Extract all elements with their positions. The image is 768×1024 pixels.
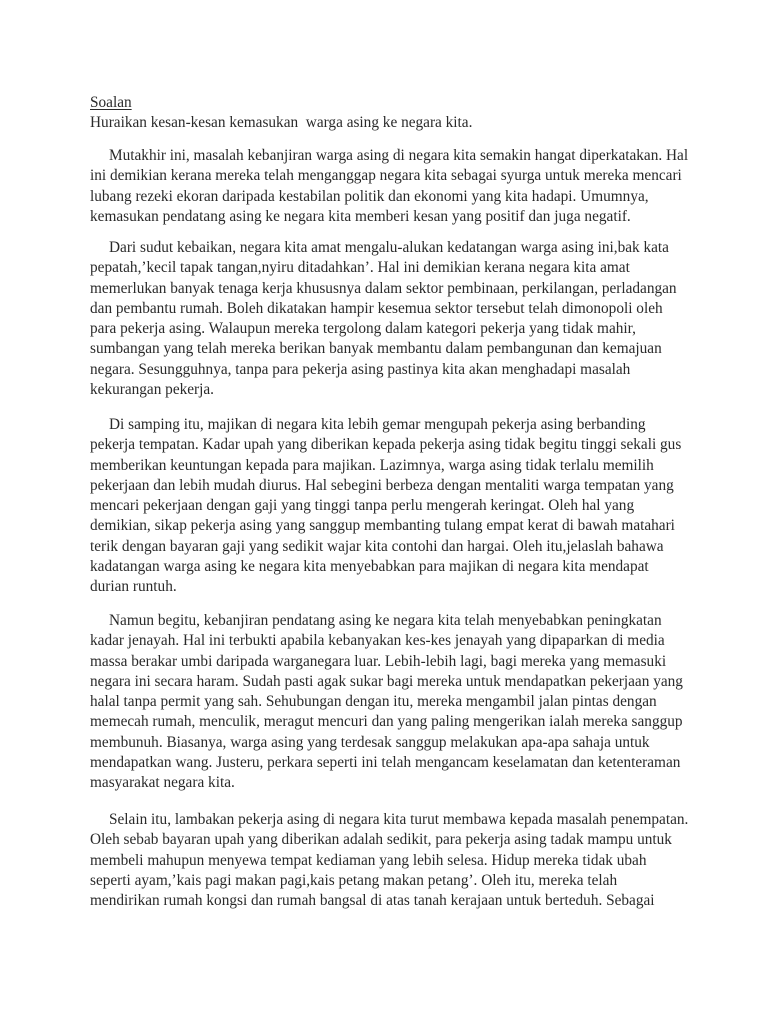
paragraph-line: durian runtuh. [90, 578, 177, 596]
paragraph-line: kemasukan pendatang asing ke negara kita memberi kesan yang positif dan juga negatif. [90, 207, 631, 225]
question-heading: Soalan [90, 94, 132, 111]
paragraph-line: lubang rezeki ekoran daripada kestabilan politik dan ekonomi yang kita hadapi. Umumnya, [90, 187, 649, 205]
paragraph-line: pekerja tempatan. Kadar upah yang diberikan kepada pekerja asing tidak begitu tinggi sekali gus [90, 436, 682, 454]
paragraph-line: halal tanpa permit yang sah. Sehubungan dengan itu, mereka mengambil jalan pintas dengan [90, 693, 657, 711]
paragraph-line: membunuh. Biasanya, warga asing yang terdesak sanggup melakukan apa-apa sahaja untuk [90, 733, 650, 751]
paragraph-line: mencari pekerjaan dengan gaji yang tinggi tanpa perlu mengerah keringat. Oleh hal yang [90, 497, 635, 515]
paragraph-line: Di samping itu, majikan di negara kita lebih gemar mengupah pekerja asing berbanding [109, 416, 646, 433]
paragraph-line: mendapatkan wang. Justeru, perkara seperti ini telah mengancam keselamatan dan ketenteraman [90, 754, 681, 772]
paragraph-line: seperti ayam,’kais pagi makan pagi,kais petang makan petang’. Oleh itu, mereka telah [90, 871, 618, 889]
paragraph-line: massa berakar umbi daripada warganegara luar. Lebih-lebih lagi, bagi mereka yang memasuki [90, 652, 667, 670]
paragraph-line: memberikan keuntungan kepada para majikan. Lazimnya, warga asing tidak terlalu memilih [90, 456, 654, 474]
question-text: Huraikan kesan-kesan kemasukan warga asing ke negara kita. [90, 114, 473, 132]
paragraph-line: pekerjaan dan lebih mudah diurus. Hal sebegini berbeza dengan mentaliti warga tempatan yang [90, 476, 674, 494]
paragraph-line: kadar jenayah. Hal ini terbukti apabila kebanyakan kes-kes jenayah yang dipaparkan di media [90, 632, 665, 650]
paragraph-line: memecah rumah, menculik, meragut mencuri dan yang paling mengerikan ialah mereka sanggup [90, 713, 683, 731]
paragraph-line: pepatah,’kecil tapak tangan,nyiru ditadahkan’. Hal ini demikian kerana negara kita amat [90, 259, 630, 277]
paragraph-housing [90, 810, 690, 911]
paragraph-line: memerlukan banyak tenaga kerja khususnya dalam sektor pembinaan, perkilangan, perladangan [90, 279, 677, 297]
paragraph-line: negara ini secara haram. Sudah pasti agak sukar bagi mereka untuk mendapatkan pekerjaan yang [90, 672, 683, 690]
paragraph-employers [90, 415, 690, 598]
paragraph-line: kekurangan pekerja. [90, 381, 215, 399]
paragraph-labour [90, 238, 690, 400]
paragraph-line: negara. Sesungguhnya, tanpa para pekerja asing pastinya kita akan menghadapi masalah [90, 360, 631, 378]
paragraph-line: Dari sudut kebaikan, negara kita amat mengalu-alukan kedatangan warga asing ini,bak kata [109, 239, 669, 256]
paragraph-line: dan pembantu rumah. Boleh dikatakan hampir kesemua sektor tersebut telah dimonopoli oleh [90, 299, 663, 317]
paragraph-line: terik dengan bayaran gaji yang sedikit wajar kita contohi dan hargai. Oleh itu,jelaslah bahawa [90, 537, 664, 555]
paragraph-line: sumbangan yang telah mereka berikan banyak membantu dalam pembangunan dan kemajuan [90, 340, 662, 358]
paragraph-crime [90, 611, 690, 794]
paragraph-introduction [90, 146, 690, 227]
paragraph-line: para pekerja asing. Walaupun mereka tergolong dalam kategori pekerja yang tidak mahir, [90, 320, 636, 338]
paragraph-line: Selain itu, lambakan pekerja asing di negara kita turut membawa kepada masalah penempatan. [109, 811, 689, 828]
paragraph-line: demikian, sikap pekerja asing yang sanggup membanting tulang empat kerat di bawah matahari [90, 517, 675, 535]
paragraph-line: Mutakhir ini, masalah kebanjiran warga asing di negara kita semakin hangat diperkatakan. Hal [109, 147, 689, 164]
paragraph-line: kadatangan warga asing ke negara kita menyebabkan para majikan di negara kita mendapat [90, 558, 649, 576]
paragraph-line: membeli mahupun menyewa tempat kediaman yang lebih selesa. Hidup mereka tidak ubah [90, 851, 647, 869]
paragraph-line: masyarakat negara kita. [90, 774, 235, 792]
paragraph-line: mendirikan rumah kongsi dan rumah bangsal di atas tanah kerajaan untuk berteduh. Sebagai [90, 892, 655, 910]
paragraph-line: Namun begitu, kebanjiran pendatang asing ke negara kita telah menyebabkan peningkatan [109, 612, 662, 629]
question-block [90, 93, 690, 134]
paragraph-line: Oleh sebab bayaran upah yang diberikan adalah sedikit, para pekerja asing tadak mampu untuk [90, 831, 672, 849]
paragraph-line: ini demikian kerana mereka telah menganggap negara kita sebagai syurga untuk mereka mencari [90, 167, 682, 185]
